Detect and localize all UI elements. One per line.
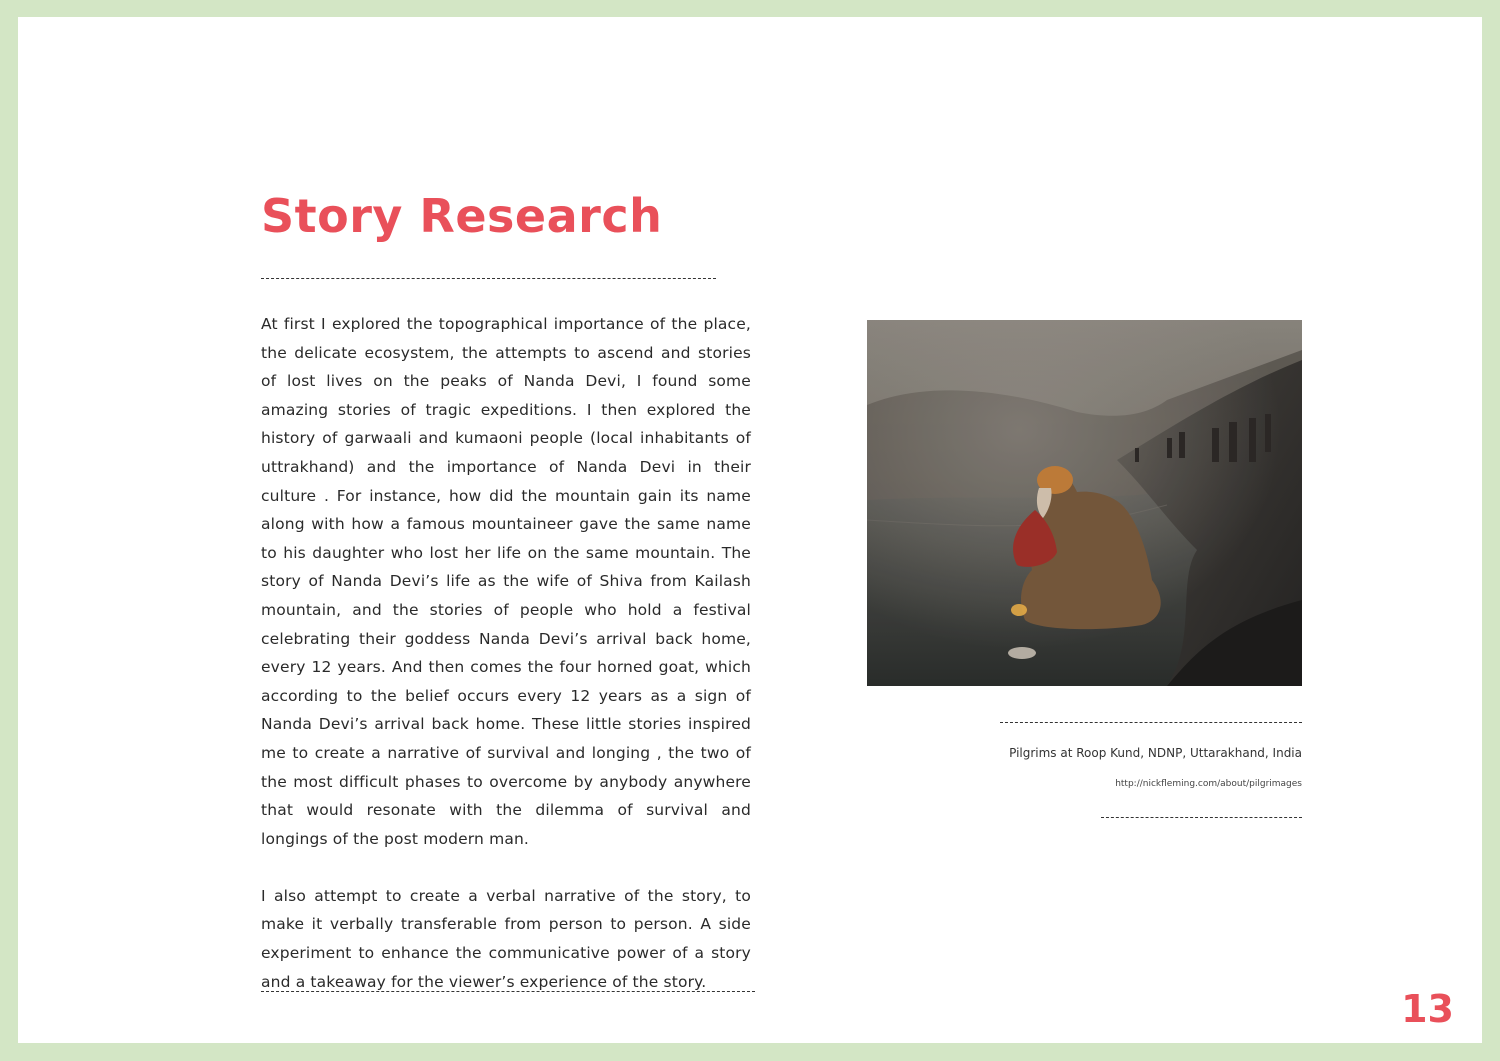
body-text — [261, 310, 751, 996]
caption-divider-top — [1000, 722, 1302, 723]
page-number: 13 — [1401, 987, 1454, 1031]
paragraph-2: I also attempt to create a verbal narrative of the story, to make it verbally transferable from person to person. A side experiment to enhance the communicative power of a story and a takeaway for the viewer’s experience of the story. — [261, 886, 751, 991]
title-divider — [261, 278, 716, 279]
pilgrim-photo — [867, 320, 1302, 686]
page — [18, 17, 1482, 1043]
bottom-divider — [261, 991, 755, 992]
page-title: Story Research — [261, 189, 663, 243]
photo-source-link: http://nickfleming.com/about/pilgrimages — [1115, 779, 1302, 789]
paragraph-1: At first I explored the topographical importance of the place, the delicate ecosystem, the attempts to ascend and stories of lost lives on the peaks of Nanda Devi, I found some amazing stories of tragic expeditions. I then explored the history of garwaali and kumaoni people (local inhabitants of uttrakhand) and the importance of Nanda Devi in their culture . For instance, how did the mountain gain its name along with how a famous mountaineer gave the same name to his daughter who lost her life on the same mountain. The story of Nanda Devi’s life as the wife of Shiva from Kailash mountain, and the stories of people who hold a festival celebrating their goddess Nanda Devi’s arrival back home, every 12 years. And then comes the four horned goat, which according to the belief occurs every 12 years as a sign of Nanda Devi’s arrival back home. These little stories inspired me to create a narrative of survival and longing , the two of the most difficult phases to overcome by anybody anywhere that would resonate with the dilemma of survival and longings of the post modern man. — [261, 315, 751, 848]
caption-divider-bottom — [1101, 817, 1302, 818]
photo-caption: Pilgrims at Roop Kund, NDNP, Uttarakhand, India — [1009, 746, 1302, 760]
